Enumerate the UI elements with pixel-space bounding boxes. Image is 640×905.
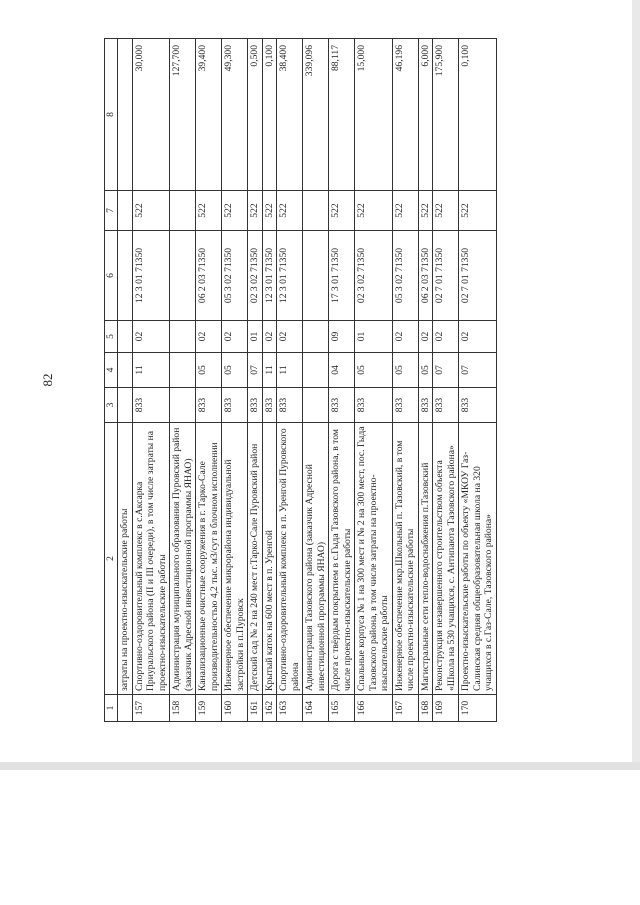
target-article-cell: 02 3 02 71350 xyxy=(355,231,393,321)
table-row xyxy=(433,39,459,722)
subsection-code-cell: 02 xyxy=(433,321,459,353)
item-name-cell: Крытый каток на 600 мест в п. Уренгой xyxy=(262,423,277,695)
expense-type-cell: 522 xyxy=(248,191,263,231)
header-cell-7: 7 xyxy=(105,191,118,231)
department-code-cell: 833 xyxy=(132,388,170,423)
subsection-code-cell xyxy=(303,321,329,353)
subsection-code-cell: 01 xyxy=(248,321,263,353)
subsection-code-cell: 02 xyxy=(459,321,497,353)
row-number-cell: 164 xyxy=(303,695,329,722)
expense-type-cell: 522 xyxy=(132,191,170,231)
item-name-cell: Проектно-изыскательские работы по объекту «МКОУ Газ-Салинская средняя общеобразовательная школа на 320 учащихся в с.Газ-Сале, Тазовского района» xyxy=(459,423,497,695)
amount-cell: 88,117 xyxy=(329,39,355,191)
table-row xyxy=(222,39,248,722)
table-row xyxy=(355,39,393,722)
section-code-cell: 05 xyxy=(355,353,393,388)
table-row xyxy=(132,39,170,722)
section-code-cell: 07 xyxy=(433,353,459,388)
subsection-code-cell: 02 xyxy=(132,321,170,353)
department-code-cell: 833 xyxy=(277,388,303,423)
expense-type-cell: 522 xyxy=(433,191,459,231)
amount-cell: 39,400 xyxy=(196,39,222,191)
subsection-code-cell: 02 xyxy=(222,321,248,353)
subsection-code-cell: 02 xyxy=(392,321,418,353)
subsection-code-cell: 01 xyxy=(355,321,393,353)
intro-row xyxy=(118,39,133,722)
empty-cell xyxy=(118,353,133,388)
table-row xyxy=(418,39,433,722)
row-number-cell: 163 xyxy=(277,695,303,722)
item-name-cell: Спортивно-оздоровительный комплекс в п. Уренгой Пуровского района xyxy=(277,423,303,695)
empty-cell xyxy=(118,388,133,423)
item-name-cell: Реконструкция незавершенного строительством объекта «Школа на 530 учащихся, с. Антипаюта Тазовского района» xyxy=(433,423,459,695)
table-row xyxy=(170,39,196,722)
table-row xyxy=(329,39,355,722)
row-number-cell: 168 xyxy=(418,695,433,722)
table-row xyxy=(303,39,329,722)
scan-edge-right xyxy=(632,0,640,770)
section-code-cell: 05 xyxy=(418,353,433,388)
expense-type-cell: 522 xyxy=(262,191,277,231)
item-name-cell: Инженерное обеспечение микрорайона индивидуальной застройки в п.Пуровск xyxy=(222,423,248,695)
target-article-cell xyxy=(170,231,196,321)
amount-cell: 175,900 xyxy=(433,39,459,191)
amount-cell: 127,700 xyxy=(170,39,196,191)
intro-text-cell: затраты на проектно-изыскательские работы xyxy=(118,423,133,695)
section-code-cell: 11 xyxy=(132,353,170,388)
scan-edge-bottom xyxy=(0,762,640,770)
department-code-cell: 833 xyxy=(355,388,393,423)
target-article-cell: 06 2 03 71350 xyxy=(196,231,222,321)
page-number: 82 xyxy=(40,373,55,387)
target-article-cell: 06 2 03 71350 xyxy=(418,231,433,321)
department-code-cell: 833 xyxy=(196,388,222,423)
section-code-cell xyxy=(303,353,329,388)
department-code-cell: 833 xyxy=(222,388,248,423)
header-cell-2: 2 xyxy=(105,423,118,695)
table-row xyxy=(459,39,497,722)
subsection-code-cell: 02 xyxy=(418,321,433,353)
expense-type-cell: 522 xyxy=(392,191,418,231)
row-number-cell: 167 xyxy=(392,695,418,722)
amount-cell: 339,096 xyxy=(303,39,329,191)
department-code-cell xyxy=(303,388,329,423)
expense-type-cell: 522 xyxy=(355,191,393,231)
subsection-code-cell xyxy=(170,321,196,353)
subsection-code-cell: 09 xyxy=(329,321,355,353)
section-code-cell: 05 xyxy=(222,353,248,388)
amount-cell: 30,000 xyxy=(132,39,170,191)
subsection-code-cell: 02 xyxy=(196,321,222,353)
item-name-cell: Дорога с твёрдым покрытием в с.Гыда Тазовского района, в том числе проектно-изыскательские работы xyxy=(329,423,355,695)
target-article-cell: 17 3 01 71350 xyxy=(329,231,355,321)
target-article-cell: 05 3 02 71350 xyxy=(222,231,248,321)
expense-type-cell: 522 xyxy=(277,191,303,231)
target-article-cell: 02 7 01 71350 xyxy=(433,231,459,321)
row-number-cell: 161 xyxy=(248,695,263,722)
target-article-cell: 12 3 01 71350 xyxy=(262,231,277,321)
header-row xyxy=(105,39,118,722)
item-name-cell: Канализационные очистные сооружения в г. Тарко-Сале производительностью 4,2 тыс. м3/сут в блочном исполнении xyxy=(196,423,222,695)
row-number-cell: 160 xyxy=(222,695,248,722)
item-name-cell: Администрация муниципального образования Пуровский район (заказчик Адресной инвестиционной программы ЯНАО) xyxy=(170,423,196,695)
target-article-cell: 02 7 01 71350 xyxy=(459,231,497,321)
target-article-cell: 05 3 02 71350 xyxy=(392,231,418,321)
item-name-cell: Детский сад № 2 на 240 мест г.Тарко-Сале Пуровский район xyxy=(248,423,263,695)
section-code-cell: 11 xyxy=(262,353,277,388)
table-row xyxy=(262,39,277,722)
rotated-table-wrapper xyxy=(104,39,630,722)
header-cell-4: 4 xyxy=(105,353,118,388)
table-row xyxy=(196,39,222,722)
row-number-cell: 166 xyxy=(355,695,393,722)
target-article-cell: 02 3 02 71350 xyxy=(248,231,263,321)
department-code-cell: 833 xyxy=(329,388,355,423)
header-cell-6: 6 xyxy=(105,231,118,321)
expense-type-cell: 522 xyxy=(459,191,497,231)
header-cell-8: 8 xyxy=(105,39,118,191)
expense-type-cell: 522 xyxy=(222,191,248,231)
empty-cell xyxy=(118,321,133,353)
department-code-cell xyxy=(170,388,196,423)
target-article-cell: 12 3 01 71350 xyxy=(132,231,170,321)
subsection-code-cell: 02 xyxy=(262,321,277,353)
amount-cell: 49,300 xyxy=(222,39,248,191)
item-name-cell: Спортивно-оздоровительный комплекс в с.Аксарка Приуральского района (II и III очереди), в том числе затраты на проектно-изыскательские работы xyxy=(132,423,170,695)
section-code-cell: 11 xyxy=(277,353,303,388)
department-code-cell: 833 xyxy=(459,388,497,423)
department-code-cell: 833 xyxy=(392,388,418,423)
section-code-cell: 05 xyxy=(392,353,418,388)
budget-table xyxy=(104,38,497,722)
department-code-cell: 833 xyxy=(262,388,277,423)
row-number-cell: 157 xyxy=(132,695,170,722)
subsection-code-cell: 02 xyxy=(277,321,303,353)
expense-type-cell xyxy=(303,191,329,231)
expense-type-cell: 522 xyxy=(418,191,433,231)
table-row xyxy=(248,39,263,722)
expense-type-cell xyxy=(170,191,196,231)
row-number-cell: 159 xyxy=(196,695,222,722)
amount-cell: 0,100 xyxy=(459,39,497,191)
item-name-cell: Администрация Тазовского района (заказчик Адресной инвестиционной программы ЯНАО) xyxy=(303,423,329,695)
row-number-cell: 162 xyxy=(262,695,277,722)
table-row xyxy=(392,39,418,722)
expense-type-cell: 522 xyxy=(329,191,355,231)
section-code-cell: 05 xyxy=(196,353,222,388)
row-number-cell: 170 xyxy=(459,695,497,722)
amount-cell: 15,000 xyxy=(355,39,393,191)
intro-num-cell xyxy=(118,695,133,722)
item-name-cell: Магистральные сети тепло-водоснабжения п.Тазовский xyxy=(418,423,433,695)
target-article-cell: 12 3 01 71350 xyxy=(277,231,303,321)
department-code-cell: 833 xyxy=(248,388,263,423)
expense-type-cell: 522 xyxy=(196,191,222,231)
item-name-cell: Инженерное обеспечение мкр.Школьный п. Тазовский, в том числе проектно-изыскательские работы xyxy=(392,423,418,695)
empty-cell xyxy=(118,231,133,321)
department-code-cell: 833 xyxy=(433,388,459,423)
amount-cell: 0,100 xyxy=(262,39,277,191)
table-row xyxy=(277,39,303,722)
target-article-cell xyxy=(303,231,329,321)
section-code-cell: 07 xyxy=(248,353,263,388)
section-code-cell: 04 xyxy=(329,353,355,388)
empty-cell xyxy=(118,39,133,191)
table-body xyxy=(118,39,497,722)
department-code-cell: 833 xyxy=(418,388,433,423)
header-cell-1: 1 xyxy=(105,695,118,722)
amount-cell: 38,400 xyxy=(277,39,303,191)
section-code-cell: 07 xyxy=(459,353,497,388)
row-number-cell: 169 xyxy=(433,695,459,722)
row-number-cell: 165 xyxy=(329,695,355,722)
amount-cell: 0,500 xyxy=(248,39,263,191)
item-name-cell: Спальные корпуса № 1 на 300 мест и № 2 на 300 мест, пос. Гыда Тазовского района, в том числе затраты на проектно-изыскательские работы xyxy=(355,423,393,695)
amount-cell: 6,000 xyxy=(418,39,433,191)
header-cell-5: 5 xyxy=(105,321,118,353)
amount-cell: 46,196 xyxy=(392,39,418,191)
section-code-cell xyxy=(170,353,196,388)
row-number-cell: 158 xyxy=(170,695,196,722)
header-cell-3: 3 xyxy=(105,388,118,423)
empty-cell xyxy=(118,191,133,231)
